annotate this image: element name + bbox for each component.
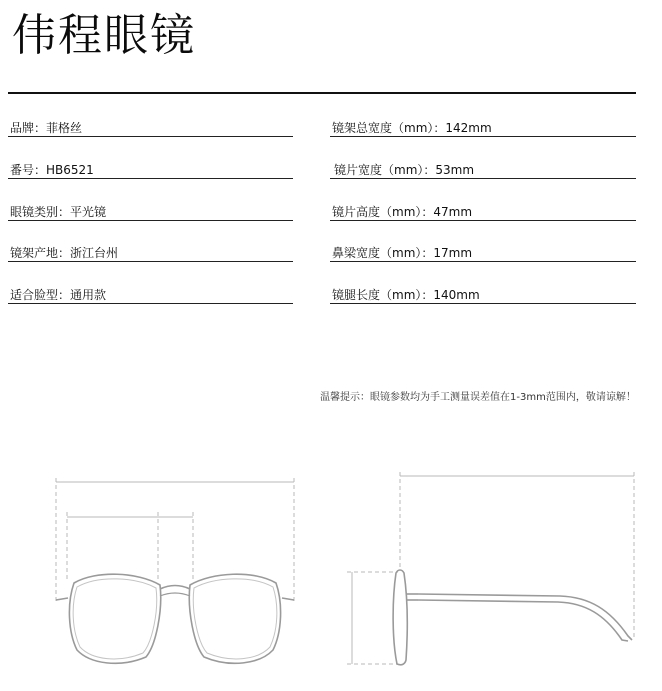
spec-value: 平光镜: [70, 205, 107, 219]
spec-value: 47mm: [433, 205, 473, 219]
spec-value: 菲格丝: [46, 121, 83, 135]
front-view-dimension-lines: [56, 478, 294, 603]
spec-value: 53mm: [435, 163, 475, 177]
spec-value: 通用款: [70, 288, 107, 302]
spec-value: HB6521: [46, 163, 94, 177]
side-view-dimension-lines: [347, 472, 634, 664]
spec-label: 镜片宽度（mm）：: [334, 163, 436, 177]
spec-value: 140mm: [433, 288, 480, 302]
spec-label: 镜腿长度（mm）：: [332, 288, 434, 302]
spec-label: 镜架总宽度（mm）：: [332, 121, 446, 135]
spec-label: 镜片高度（mm）：: [332, 205, 434, 219]
spec-label: 眼镜类别：: [10, 205, 71, 219]
spec-label: 镜架产地：: [10, 246, 71, 260]
spec-label: 品牌：: [10, 121, 47, 135]
spec-value: 17mm: [433, 246, 473, 260]
spec-value: 浙江台州: [70, 246, 119, 260]
front-view-glasses: [56, 574, 294, 663]
page-title: 伟程眼镜: [12, 10, 196, 61]
spec-label: 番号：: [10, 163, 47, 177]
spec-label: 适合脸型：: [10, 288, 71, 302]
spec-value: 142mm: [445, 121, 492, 135]
spec-label: 鼻梁宽度（mm）：: [332, 246, 434, 260]
side-view-glasses: [393, 570, 632, 665]
measurement-note: 温馨提示：眼镜参数均为手工测量误差值在1-3mm范围内，敬请谅解！: [320, 392, 636, 403]
